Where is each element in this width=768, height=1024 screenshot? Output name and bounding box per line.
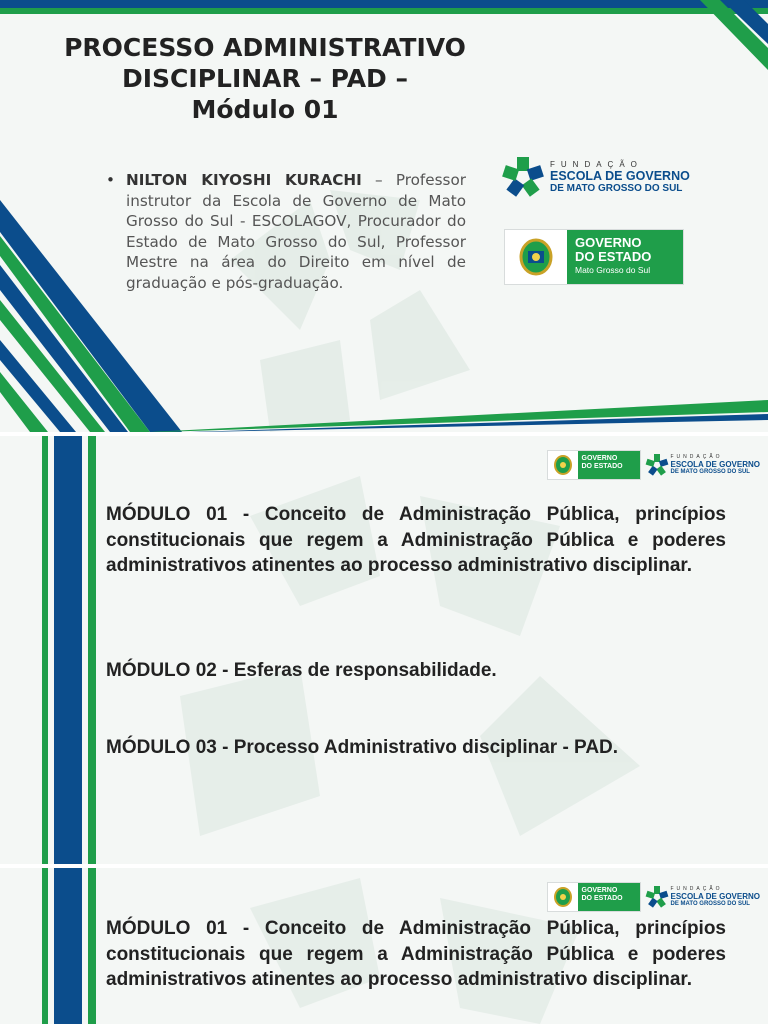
gov-line-1: GOVERNO — [581, 887, 618, 894]
state-crest-icon — [548, 883, 578, 911]
fundacao-label: FUNDAÇÃO — [670, 454, 723, 460]
state-crest-icon — [548, 451, 578, 479]
escola-line-1: ESCOLA DE GOVERNO — [670, 892, 760, 901]
author-text — [126, 170, 466, 294]
escola-line-1: ESCOLA DE GOVERNO — [670, 460, 760, 469]
escola-governo-logo — [500, 150, 690, 204]
governo-estado-logo-small — [547, 450, 641, 480]
gov-line-1: GOVERNO — [581, 455, 618, 462]
title-line-3: Módulo 01 — [191, 95, 339, 124]
governo-estado-logo — [504, 229, 684, 285]
slide-2 — [0, 436, 768, 864]
author-description: – Professor instrutor da Escola de Governo de Mato Grosso do Sul - ESCOLAGOV, Procurador do Estado de Mato Grosso do Sul, Professor Mestre na área do Direito em nível de graduação e pós-graduação. — [126, 171, 466, 292]
modulo-01-text: MÓDULO 01 - Conceito de Administração Pública, princípios constitucionais que regem a Administração Pública e poderes administrativos atinentes ao processo administrativo disciplinar. — [106, 918, 726, 990]
watermark-logo — [0, 436, 768, 864]
escola-star-icon — [645, 885, 669, 909]
escola-line-2: DE MATO GROSSO DO SUL — [550, 182, 683, 194]
author-name: NILTON KIYOSHI KURACHI — [126, 171, 362, 189]
escola-line-1: ESCOLA DE GOVERNO — [550, 168, 690, 183]
title-line-2: DISCIPLINAR – PAD – — [121, 64, 409, 93]
decorative-stripes — [0, 436, 100, 864]
gov-line-2: DO ESTADO — [581, 463, 623, 470]
escola-governo-logo-small — [645, 453, 761, 477]
state-crest-icon — [505, 230, 567, 284]
gov-line-1: GOVERNO — [575, 235, 642, 250]
author-bullet — [106, 170, 466, 294]
header-logos — [547, 450, 761, 480]
escola-line-2: DE MATO GROSSO DO SUL — [670, 469, 750, 475]
fundacao-label: FUNDAÇÃO — [670, 886, 723, 892]
page-title — [30, 32, 500, 125]
slide-1 — [0, 0, 768, 432]
gov-line-2: DO ESTADO — [575, 249, 652, 264]
modulo-01-text: MÓDULO 01 - Conceito de Administração Pública, princípios constitucionais que regem a Administração Pública e poderes administrativos atinentes ao processo administrativo disciplinar. — [106, 504, 726, 576]
governo-estado-logo-small — [547, 882, 641, 912]
escola-star-icon — [645, 453, 669, 477]
escola-governo-logo-small — [645, 885, 761, 909]
modulo-03-text: MÓDULO 03 - Processo Administrativo disciplinar - PAD. — [106, 737, 619, 758]
title-line-1: PROCESSO ADMINISTRATIVO — [64, 33, 466, 62]
fundacao-label: FUNDAÇÃO — [550, 159, 643, 169]
slide-3 — [0, 868, 768, 1024]
gov-line-3: Mato Grosso do Sul — [575, 265, 651, 275]
escola-star-icon — [500, 154, 546, 200]
gov-line-2: DO ESTADO — [581, 895, 623, 902]
modulo-02-text: MÓDULO 02 - Esferas de responsabilidade. — [106, 660, 497, 681]
decorative-stripes — [0, 868, 100, 1024]
escola-line-2: DE MATO GROSSO DO SUL — [670, 901, 750, 907]
bullet-dot-icon: • — [106, 171, 115, 189]
header-logos — [547, 882, 761, 912]
